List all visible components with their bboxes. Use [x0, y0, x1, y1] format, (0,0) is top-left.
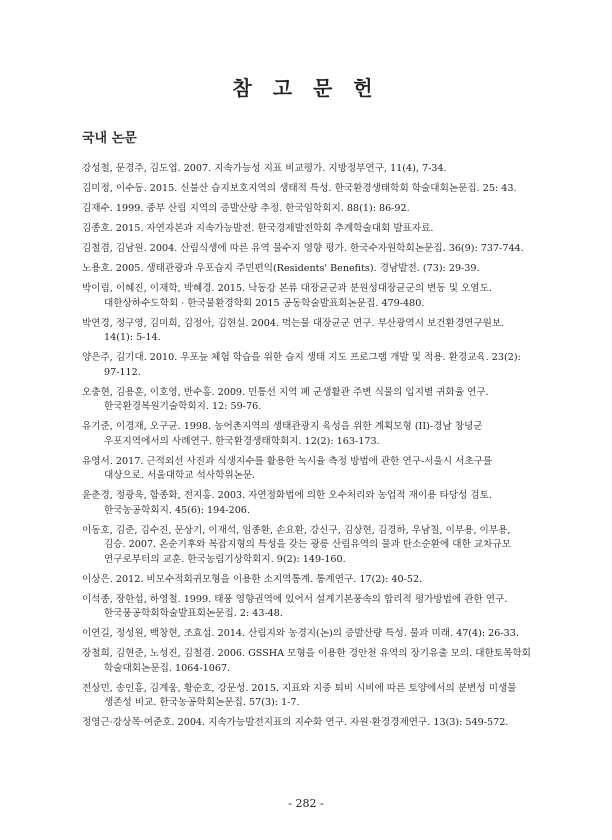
- reference-item: 김미정, 이수동. 2015. 신불산 습지보호지역의 생태적 특성. 한국환경생태학회 학술대회논문집. 25: 43.: [82, 183, 517, 194]
- page-number: - 282 -: [288, 797, 324, 810]
- reference-item: 김재수. 1999. 중부 산림 지역의 증발산량 추정. 한국임학회지. 88(1): 86-92.: [82, 203, 410, 214]
- reference-item: 오충현, 김용훈, 이호영, 반수홍. 2009. 민통선 지역 폐 군생활관 주변 식물의 입지별 귀화율 연구. 한국환경복원기술학회지. 12: 59-76.: [82, 386, 489, 412]
- section-heading: 국내 논문: [82, 131, 137, 146]
- reference-item: 김철겸, 김남원. 2004. 산림식생에 따른 유역 물수지 영향 평가. 한국수자원학회논문집. 36(9): 737-744.: [82, 243, 524, 254]
- reference-item: 윤춘경, 정광욱, 함종화, 전지홍. 2003. 자연정화법에 의한 오수처리와 농업적 재이용 타당성 검토. 한국농공학회지. 45(6): 194-206.: [82, 490, 492, 516]
- reference-item: 박연경, 정구영, 김미희, 김정아, 김현실. 2004. 먹는물 대장균군 연구. 부산광역시 보건환경연구원보. 14(1): 5-14.: [82, 317, 505, 343]
- reference-item: 유기준, 이경재, 오구균. 1998. 농어촌지역의 생태관광지 육성을 위한 계획모형 (II)-경남 창녕군 우포지역에서의 사례연구. 한국환경생태학회지. 12(2): 163-173.: [82, 421, 483, 447]
- reference-item: 김종호. 2015. 자연자본과 지속가능발전. 한국경제발전학회 추계학술대회 발표자료.: [82, 223, 434, 234]
- reference-item: 장철희, 김현준, 노성진, 김철겸. 2006. GSSHA 모형을 이용한 경안천 유역의 장기유출 모의. 대한토목학회 학술대회논문집. 1064-1067.: [82, 648, 531, 674]
- reference-item: 양은주, 김기대. 2010. 우포늪 체험 학습을 위한 습지 생태 지도 프로그램 개발 및 적용. 환경교육. 23(2): 97-112.: [82, 352, 521, 378]
- reference-item: 유영서. 2017. 근적외선 사진과 식생지수를 활용한 녹시율 측정 방법에 관한 연구-서울시 서초구를 대상으로. 서울대학교 석사학위논문.: [82, 455, 493, 481]
- page-title: 참 고 문 헌: [232, 76, 380, 100]
- reference-item: 이연길, 정성원, 백창현, 조효섭. 2014. 산림지와 농경지(논)의 증발산량 특성. 물과 미래. 47(4): 26-33.: [82, 628, 519, 639]
- reference-item: 정영근·강상목·여준호. 2004. 지속가능발전지표의 지수화 연구. 자원·환경경제연구. 13(3): 549-572.: [82, 717, 509, 728]
- reference-item: 전상민, 송인홍, 김계웅, 황순호, 강문성. 2015. 지표와 지중 퇴비 시비에 따른 토양에서의 분변성 미생물 생존성 비교. 한국농공학회논문집. 57(3): 1-7.: [82, 682, 517, 708]
- reference-item: 이동호, 김준, 김수진, 문상기, 이재석, 임종환, 손요환, 강신구, 김상현, 김경하, 우남칠, 이부용, 이부용, 김승. 2007. 온순기후와 복잡지형의 특성을 갖는 광릉 산림유역의 물과 탄소순환에 대한 교차규모 연구로부터의 교훈. 한국농림기상학회지. 9(2): 149-160.: [82, 524, 511, 565]
- reference-item: 박이림, 이혜진, 이재학, 박혜경. 2015. 낙동강 본류 대장균군과 분원성대장균군의 변동 및 오염도. 대한상하수도학회 · 한국물환경학회 2015 공동학술발표회논문집. 479-480.: [82, 283, 492, 309]
- reference-item: 노용호. 2005. 생태관광과 우포습지 주민편익(Residents' Benefits). 경남발전. (73): 29-39.: [82, 263, 480, 274]
- reference-item: 이상은. 2012. 비모수적회귀모형을 이용한 소지역통계. 통계연구. 17(2): 40-52.: [82, 573, 423, 585]
- reference-item: 이석종, 장한섭, 하영철. 1999. 태풍 영향권역에 있어서 설계기본풍속의 합리적 평가방법에 관한 연구. 한국풍공학회학술발표회논문집. 2: 43-48.: [82, 593, 508, 619]
- reference-item: 강성철, 문경주, 김도엽. 2007. 지속가능성 지표 비교평가. 지방정부연구, 11(4), 7-34.: [82, 163, 447, 174]
- reference-list: [82, 162, 532, 736]
